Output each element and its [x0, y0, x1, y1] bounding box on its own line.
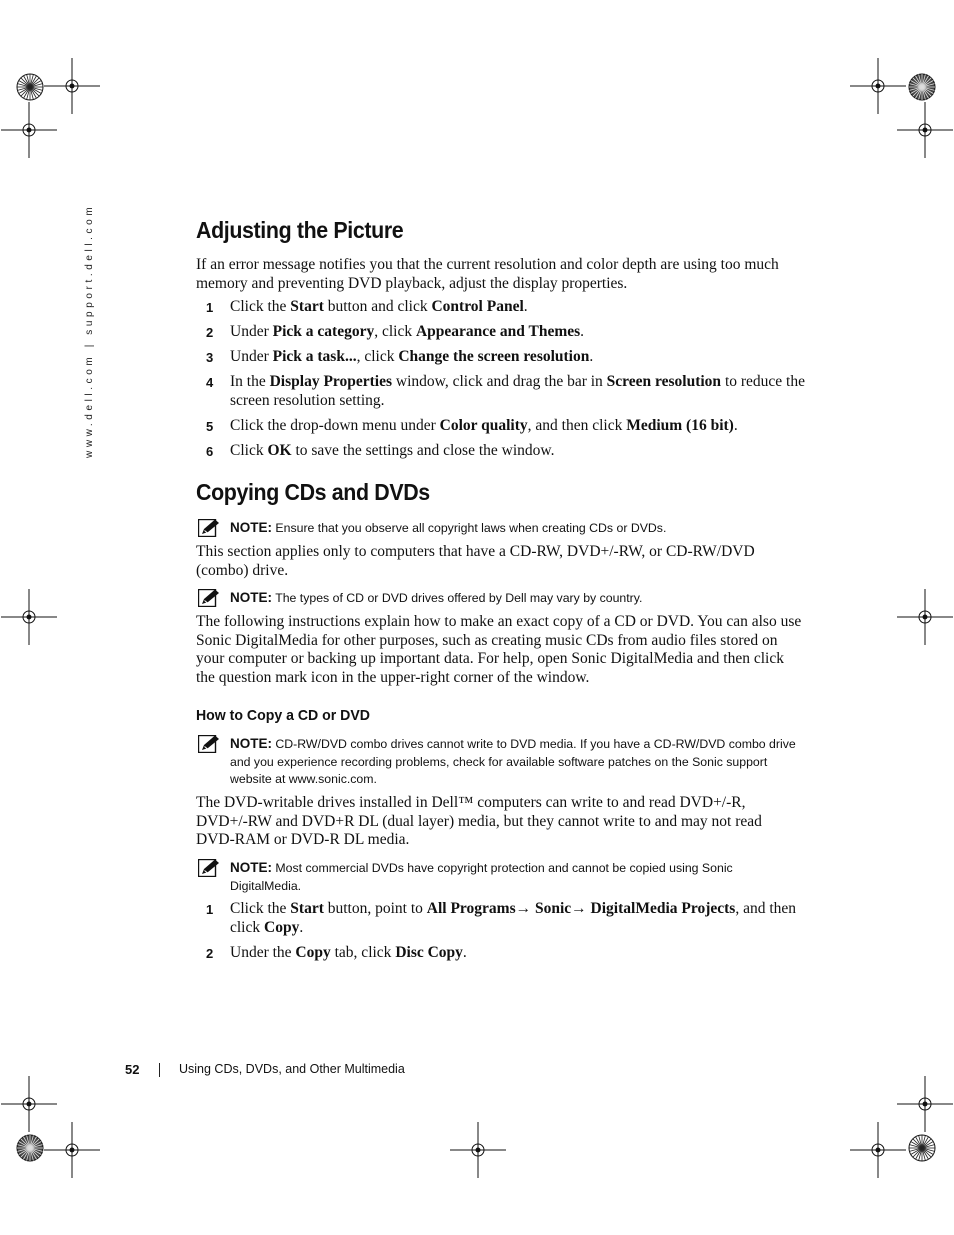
step-text: Click the Start button and click Control Panel. [230, 298, 528, 315]
step-number: 2 [206, 946, 214, 961]
note-text: and you experience recording problems, check for available software patches on the Sonic support [230, 754, 768, 769]
step-number: 2 [206, 325, 214, 340]
note-text: The types of CD or DVD drives offered by Dell may vary by country. [275, 591, 643, 605]
chapter-title: Using CDs, DVDs, and Other Multimedia [179, 1062, 405, 1076]
text-line: Sonic DigitalMedia for other purposes, such as creating music CDs from audio files stored on [196, 631, 778, 649]
step-text: Click OK to save the settings and close the window. [230, 442, 555, 459]
note-label: NOTE: [230, 590, 272, 605]
note-text: Most commercial DVDs have copyright protection and cannot be copied using Sonic [275, 861, 733, 875]
note-pencil-icon [198, 589, 220, 607]
heading-copying-cds: Copying CDs and DVDs [196, 479, 430, 505]
note-pencil-icon [198, 519, 220, 537]
heading-how-to-copy: How to Copy a CD or DVD [196, 707, 370, 724]
note-text: CD-RW/DVD combo drives cannot write to DVD media. If you have a CD-RW/DVD combo drive [275, 737, 796, 751]
step-number: 6 [206, 444, 214, 459]
footer-divider [159, 1063, 160, 1077]
step-number: 3 [206, 350, 214, 365]
instructions-paragraph [196, 613, 816, 687]
text-line: DVD+/-RW and DVD+R DL (dual layer) media, but they cannot write to and may not read [196, 812, 762, 830]
step-number: 5 [206, 419, 214, 434]
text-line: This section applies only to computers that have a CD-RW, DVD+/-RW, or CD-RW/DVD [196, 543, 755, 560]
text-line: the question mark icon in the upper-right corner of the window. [196, 668, 590, 686]
intro-paragraph [196, 256, 816, 293]
step-text: Click the drop-down menu under Color quality, and then click Medium (16 bit). [230, 417, 738, 434]
text-line: If an error message notifies you that the current resolution and color depth are using too much [196, 256, 779, 273]
note-pencil-icon [198, 859, 220, 877]
text-line: The following instructions explain how to make an exact copy of a CD or DVD. You can also use [196, 613, 802, 630]
page-number: 52 [125, 1062, 140, 1077]
note-text: website at www.sonic.com. [230, 772, 377, 786]
step-text: Click the Start button, point to All Programs→ Sonic→ DigitalMedia Projects, and then click Copy. [230, 900, 797, 936]
step-text: Under the Copy tab, click Disc Copy. [230, 944, 467, 961]
text-line: memory and preventing DVD playback, adjust the display properties. [196, 274, 628, 292]
text-line: your computer or backing up important data. For help, open Sonic DigitalMedia and then click [196, 650, 784, 667]
text-line: The DVD-writable drives installed in Dell™ computers can write to and read DVD+/-R, [196, 794, 746, 811]
note-text: Ensure that you observe all copyright laws when creating CDs or DVDs. [275, 521, 667, 535]
text-line: DVD-RAM or DVD-R DL media. [196, 831, 410, 848]
note-pencil-icon [198, 735, 220, 753]
text-line: (combo) drive. [196, 561, 289, 579]
note-label: NOTE: [230, 736, 272, 751]
step-text: Under Pick a task..., click Change the screen resolution. [230, 348, 594, 365]
heading-adjusting-picture: Adjusting the Picture [196, 217, 404, 243]
dvd-writable-paragraph [196, 794, 816, 850]
side-url: www.dell.com | support.dell.com [84, 203, 95, 458]
step-text: Under Pick a category, click Appearance and Themes. [230, 323, 585, 340]
step-number: 1 [206, 300, 214, 315]
note-label: NOTE: [230, 520, 272, 535]
note-text: DigitalMedia. [230, 878, 302, 893]
note-label: NOTE: [230, 860, 272, 875]
step-text: In the Display Properties window, click and drag the bar in Screen resolution to reduce the screen resolution setting. [230, 373, 805, 409]
step-number: 1 [206, 902, 214, 917]
step-number: 4 [206, 375, 214, 390]
drive-paragraph [196, 543, 816, 580]
